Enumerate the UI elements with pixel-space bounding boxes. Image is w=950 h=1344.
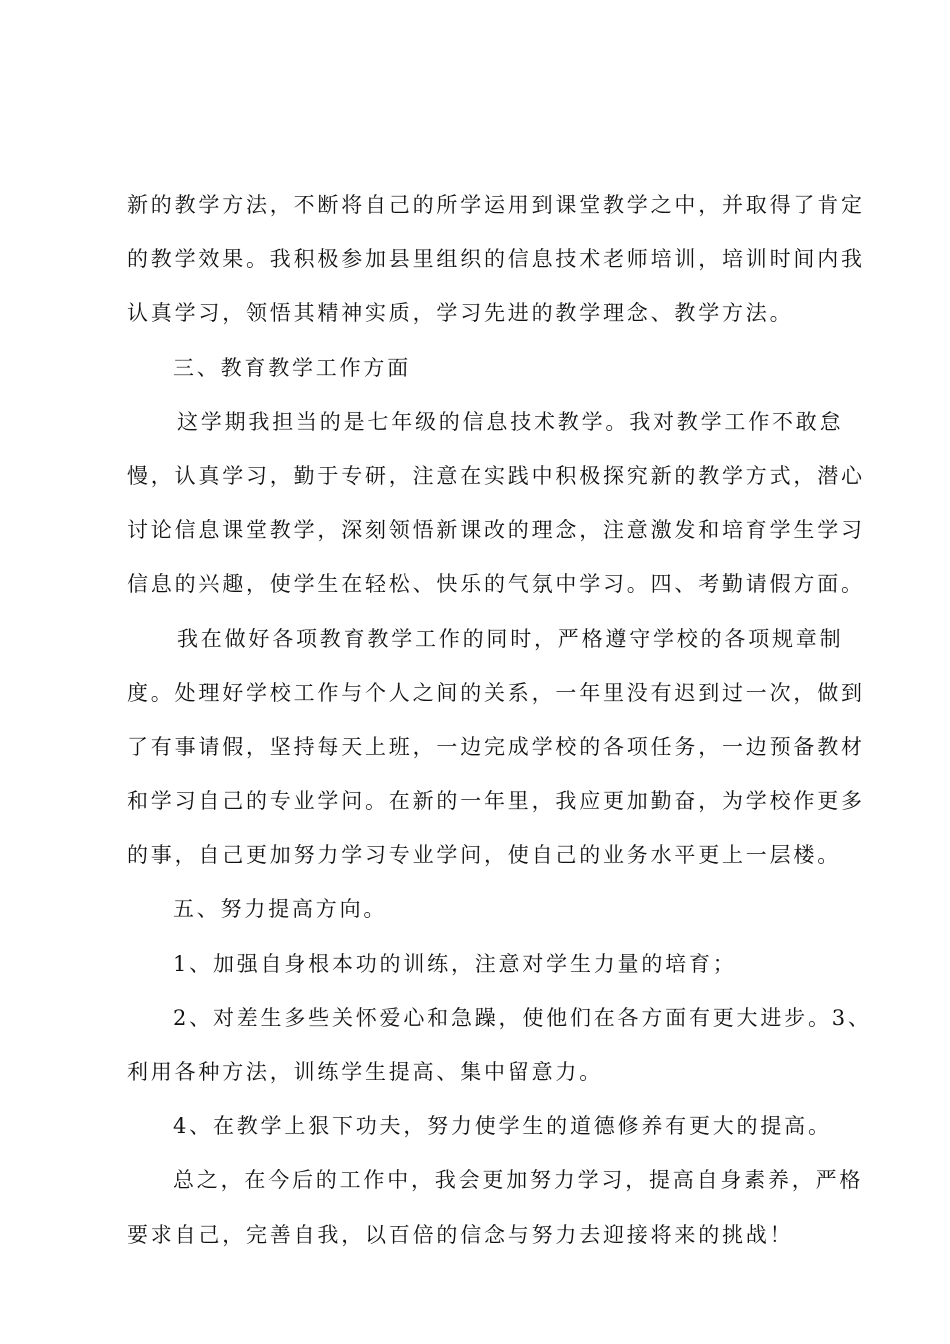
text-line: 利用各种方法，训练学生提高、集中留意力。 <box>127 1060 603 1084</box>
text-line: 了有事请假，坚持每天上班，一边完成学校的各项任务，一边预备教材 <box>127 734 865 759</box>
text-line: 这学期我担当的是七年级的信息技术教学。我对教学工作不敢怠 <box>177 409 844 434</box>
list-item: 1、加强自身根本功的训练，注意对学生力量的培育； <box>173 951 737 976</box>
text-line: 的事，自己更加努力学习专业学问，使自己的业务水平更上一层楼。 <box>127 843 841 868</box>
text-line: 慢，认真学习，勤于专研，注意在实践中积极探究新的教学方式，潜心 <box>127 463 865 488</box>
section-heading: 三、教育教学工作方面 <box>173 355 411 380</box>
document-body <box>127 178 872 1262</box>
text-line: 新的教学方法，不断将自己的所学运用到课堂教学之中，并取得了肯定 <box>127 193 865 217</box>
text-line: 的教学效果。我积极参加县里组织的信息技术老师培训，培训时间内我 <box>127 247 865 272</box>
text-line: 信息的兴趣，使学生在轻松、快乐的气氛中学习。四、考勤请假方面。 <box>127 572 865 597</box>
list-item: 4、在教学上狠下功夫，努力使学生的道德修养有更大的提高。 <box>173 1114 832 1139</box>
text-line: 讨论信息课堂教学，深刻领悟新课改的理念，注意激发和培育学生学习 <box>127 518 865 543</box>
text-line: 认真学习，领悟其精神实质，学习先进的教学理念、教学方法。 <box>127 301 794 326</box>
text-line: 和学习自己的专业学问。在新的一年里，我应更加勤奋，为学校作更多 <box>127 789 865 814</box>
text-line: 总之，在今后的工作中，我会更加努力学习，提高自身素养，严格 <box>173 1168 864 1193</box>
text-line: 要求自己，完善自我，以百倍的信念与努力去迎接将来的挑战！ <box>127 1222 794 1247</box>
text-line: 我在做好各项教育教学工作的同时，严格遵守学校的各项规章制 <box>177 626 844 651</box>
text-line: 度。处理好学校工作与个人之间的关系，一年里没有迟到过一次，做到 <box>127 680 865 705</box>
section-heading: 五、努力提高方向。 <box>173 897 388 922</box>
list-item: 2、对差生多些关怀爱心和急躁，使他们在各方面有更大进步。3、 <box>173 1005 872 1030</box>
